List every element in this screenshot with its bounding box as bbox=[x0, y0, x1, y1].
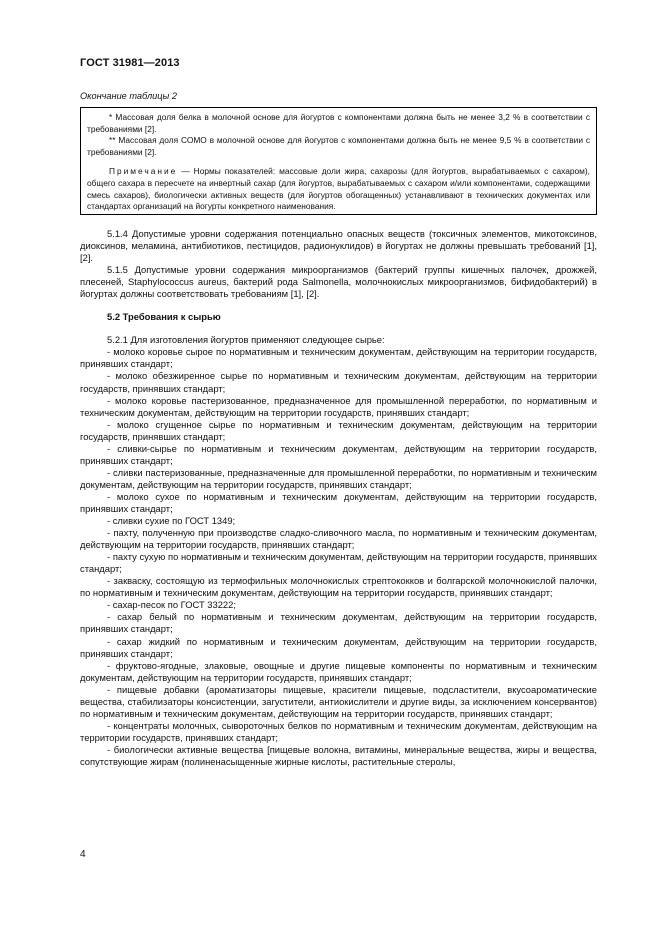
list-item: - молоко коровье пастеризованное, предназначенное для промышленной переработки, по нормативным и техническим документам, действующим на территории государств, принявших стандарт; bbox=[80, 394, 597, 418]
table-notes-box bbox=[80, 107, 597, 215]
list-item: - пахту сухую по нормативным и техническим документам, действующим на территории государств, принявших стандарт; bbox=[80, 551, 597, 575]
paragraph-5-1-5: 5.1.5 Допустимые уровни содержания микроорганизмов (бактерий группы кишечных палочек, дрожжей, плесеней, Staphylococcus aureus, бактерий рода Salmonella, молочнокислых микроорганизмов, бифидобактерий) в йогуртах должны соответствовать требованиям [1], [2]. bbox=[80, 264, 597, 300]
list-item: - сахар-песок по ГОСТ 33222; bbox=[107, 599, 236, 611]
list-item: - биологически активные вещества [пищевые волокна, витамины, минеральные вещества, жиры и вещества, сопутствующие жирам (полиненасыщенные жирные кислоты, растительные стеролы, bbox=[80, 743, 597, 767]
document-body bbox=[80, 228, 597, 768]
list-item: - сливки сухие по ГОСТ 1349; bbox=[107, 515, 236, 527]
paragraph-5-2-1: 5.2.1 Для изготовления йогуртов применяют следующее сырье: bbox=[107, 334, 385, 346]
remark-label: Примечание bbox=[109, 166, 178, 177]
list-item: - фруктово-ягодные, злаковые, овощные и другие пищевые компоненты по нормативным и техническим документам, действующим на территории государств, принявших стандарт; bbox=[80, 659, 597, 683]
document-header: ГОСТ 31981—2013 bbox=[80, 57, 180, 69]
table-continuation-label: Окончание таблицы 2 bbox=[80, 91, 177, 101]
footnote-somo: ** Массовая доля СОМО в молочной основе для йогуртов с компонентами должна быть не менее 9,5 % в соответствии с требованиями [2]. bbox=[87, 135, 590, 157]
list-item: - сахар жидкий по нормативным и техническим документам, действующим на территории государств, принявших стандарт; bbox=[80, 635, 597, 659]
list-item: - молоко коровье сырое по нормативным и техническим документам, действующим на территории государств, принявших стандарт; bbox=[80, 346, 597, 370]
list-item: - пахту, полученную при производстве сладко-сливочного масла, по нормативным и техническим документам, действующим на территории государств, принявших стандарт; bbox=[80, 527, 597, 551]
table-remark bbox=[87, 166, 590, 212]
section-title: 5.2 Требования к сырью bbox=[107, 311, 221, 323]
list-item: - сахар белый по нормативным и техническим документам, действующим на территории государств, принявших стандарт; bbox=[80, 611, 597, 635]
list-item: - молоко сгущенное сырье по нормативным и техническим документам, действующим на территории государств, принявших стандарт; bbox=[80, 418, 597, 442]
list-item: - сливки-сырье по нормативным и техническим документам, действующим на территории государств, принявших стандарт; bbox=[80, 442, 597, 466]
list-item: - молоко сухое по нормативным и техническим документам, действующим на территории государств, принявших стандарт; bbox=[80, 490, 597, 514]
list-item: - пищевые добавки (ароматизаторы пищевые, красители пищевые, подсластители, вкусоароматические вещества, стабилизаторы консистенции, загустители, антиокислители и другие виды, за исключением консервантов) по нормативным и техническим документам, действующим на территории государств, принявших стандарт; bbox=[80, 683, 597, 719]
paragraph-5-1-4: 5.1.4 Допустимые уровни содержания потенциально опасных веществ (токсичных элементов, микотоксинов, диоксинов, меламина, антибиотиков, пестицидов, радионуклидов) в йогуртах не должны превышать требований [1], [2]. bbox=[80, 228, 597, 264]
footnote-protein: * Массовая доля белка в молочной основе для йогуртов с компонентами должна быть не менее 3,2 % в соответствии с требованиями [2]. bbox=[87, 112, 590, 134]
list-item: - молоко обезжиренное сырье по нормативным и техническим документам, действующим на территории государств, принявших стандарт; bbox=[80, 370, 597, 394]
page-number: 4 bbox=[80, 849, 86, 860]
list-item: - сливки пастеризованные, предназначенные для промышленной переработки, по нормативным и техническим документам, действующим на территории государств, принявших стандарт; bbox=[80, 466, 597, 490]
list-item: - концентраты молочных, сывороточных белков по нормативным и техническим документам, действующим на территории государств, принявших стандарт; bbox=[80, 719, 597, 743]
remark-text: — Нормы показателей: массовые доли жира, сахарозы (для йогуртов, вырабатываемых с сахаром), общего сахара в пересчете на инвертный сахар (для йогуртов, вырабатываемых с сахаром и/или компонентами, содержащими смесь сахаров), биологически активных веществ (для йогуртов обогащенных) устанавливают в технических документах или стандартах организаций на йогурты конкретного наименования. bbox=[87, 166, 590, 212]
list-item: - закваску, состоящую из термофильных молочнокислых стрептококков и болгарской молочнокислой палочки, по нормативным и техническим документам, действующим на территории государств, принявших стандарт; bbox=[80, 575, 597, 599]
